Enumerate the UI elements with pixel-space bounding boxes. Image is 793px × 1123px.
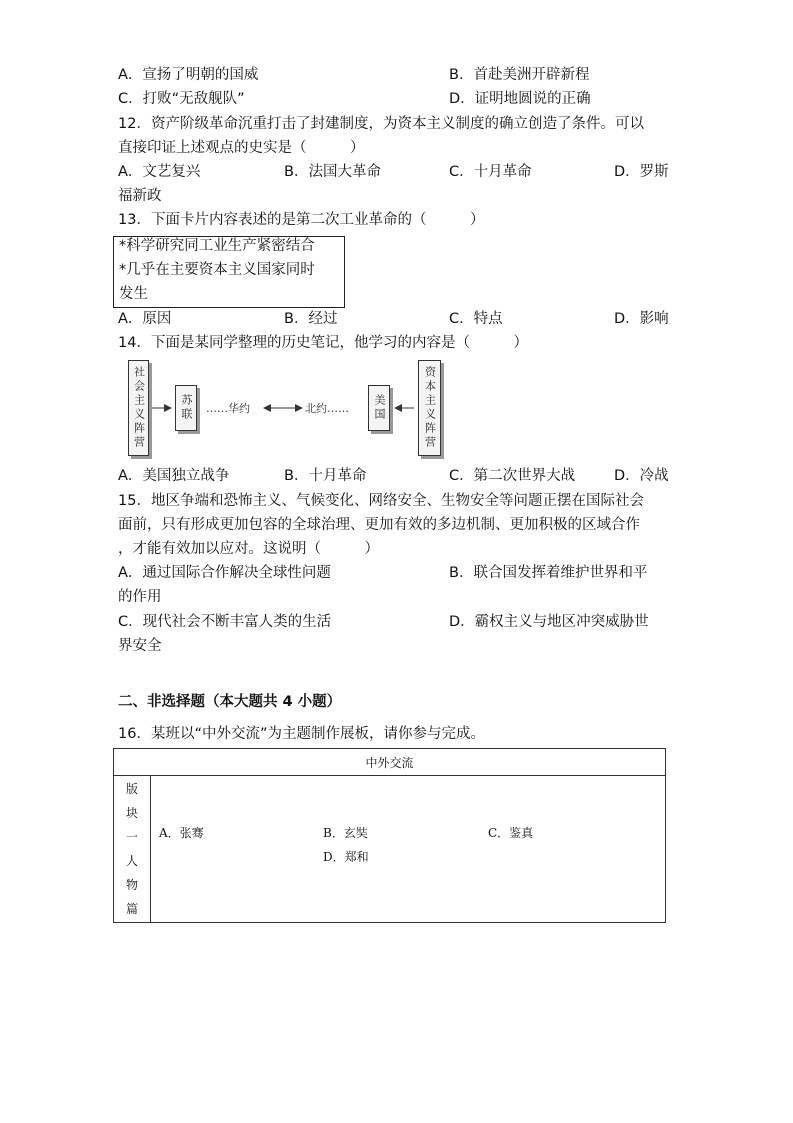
q13-option-b: B．经过 (284, 311, 338, 327)
q16-stem: 16．某班以“中外交流”为主题制作展板，请你参与完成。 (118, 726, 485, 742)
ussr-box: 苏联 (175, 385, 197, 431)
q15-option-c: C．现代社会不断丰富人类的生活 (118, 614, 332, 630)
q13-card-line1: *科学研究同工业生产紧密结合 (119, 238, 315, 254)
q14-option-c: C．第二次世界大战 (449, 468, 576, 484)
side-char-5: 物 (125, 878, 138, 892)
q13-stem: 13．下面卡片内容表述的是第二次工业革命的（ ） (118, 212, 485, 228)
q13-option-a: A．原因 (118, 311, 172, 327)
capitalist-camp-box: 资本主义阵营 (418, 360, 441, 456)
section2-heading: 二、非选择题（本大题共 4 小题） (118, 694, 342, 710)
q13-card-line2: *几乎在主要资本主义国家同时 (119, 262, 315, 278)
exhibition-board-table (113, 748, 666, 923)
q15-option-a: A．通过国际合作解决全球性问题 (118, 565, 331, 581)
q11-option-d: D．证明地圆说的正确 (449, 91, 591, 107)
q14-stem: 14．下面是某同学整理的历史笔记，他学习的内容是（ ） (118, 335, 528, 351)
q16-option-d: D．郑和 (323, 850, 369, 864)
side-char-1: 版 (125, 782, 138, 796)
board-side-label (114, 776, 151, 923)
q15-option-b-continued: 的作用 (118, 589, 162, 605)
socialist-camp-box: 社会主义阵营 (128, 360, 149, 456)
side-char-3: 一 (125, 830, 138, 844)
q16-option-b: B．玄奘 (323, 826, 368, 840)
q16-option-c: C．鉴真 (488, 826, 534, 840)
q15-option-d-continued: 界安全 (118, 638, 162, 654)
side-char-4: 人 (125, 854, 138, 868)
q15-option-b: B．联合国发挥着维护世界和平 (449, 565, 648, 581)
nato-label: 北约…… (305, 402, 349, 415)
q14-option-a: A．美国独立战争 (118, 468, 230, 484)
q12-stem-line1: 12．资产阶级革命沉重打击了封建制度，为资本主义制度的确立创造了条件。可以 (118, 116, 644, 132)
board-title: 中外交流 (114, 749, 666, 776)
q12-stem-line2: 直接印证上述观点的史实是（ ） (118, 140, 365, 156)
q13-option-c: C．特点 (449, 311, 503, 327)
q13-option-d: D．影响 (614, 311, 669, 327)
q14-option-b: B．十月革命 (284, 468, 367, 484)
warsaw-pact-label: ……华约 (206, 402, 250, 415)
q12-option-b: B．法国大革命 (284, 164, 381, 180)
q15-option-d: D．霸权主义与地区冲突威胁世 (449, 614, 649, 630)
q16-option-a: A．张骞 (159, 826, 204, 840)
q15-stem-line2: 面前，只有形成更加包容的全球治理、更加有效的多边机制、更加积极的区域合作 (118, 517, 640, 533)
side-char-2: 块 (125, 806, 138, 820)
q11-option-a: A．宣扬了明朝的国威 (118, 67, 259, 83)
q12-option-a: A．文艺复兴 (118, 164, 201, 180)
q14-option-d: D．冷战 (614, 468, 669, 484)
usa-box: 美国 (368, 385, 390, 431)
q15-stem-line1: 15．地区争端和恐怖主义、气候变化、网络安全、生物安全等问题正摆在国际社会 (118, 493, 644, 509)
board-content (151, 776, 666, 923)
side-char-6: 篇 (125, 902, 138, 916)
q12-option-c: C．十月革命 (449, 164, 532, 180)
q11-option-c: C．打败“无敌舰队” (118, 91, 245, 107)
q11-option-b: B．首赴美洲开辟新程 (449, 67, 590, 83)
q12-option-d: D．罗斯 (614, 164, 669, 180)
q13-card-line3: 发生 (119, 286, 148, 302)
q15-stem-line3: ，才能有效加以应对。这说明（ ） (118, 541, 379, 557)
q12-option-d-continued: 福新政 (118, 188, 162, 204)
